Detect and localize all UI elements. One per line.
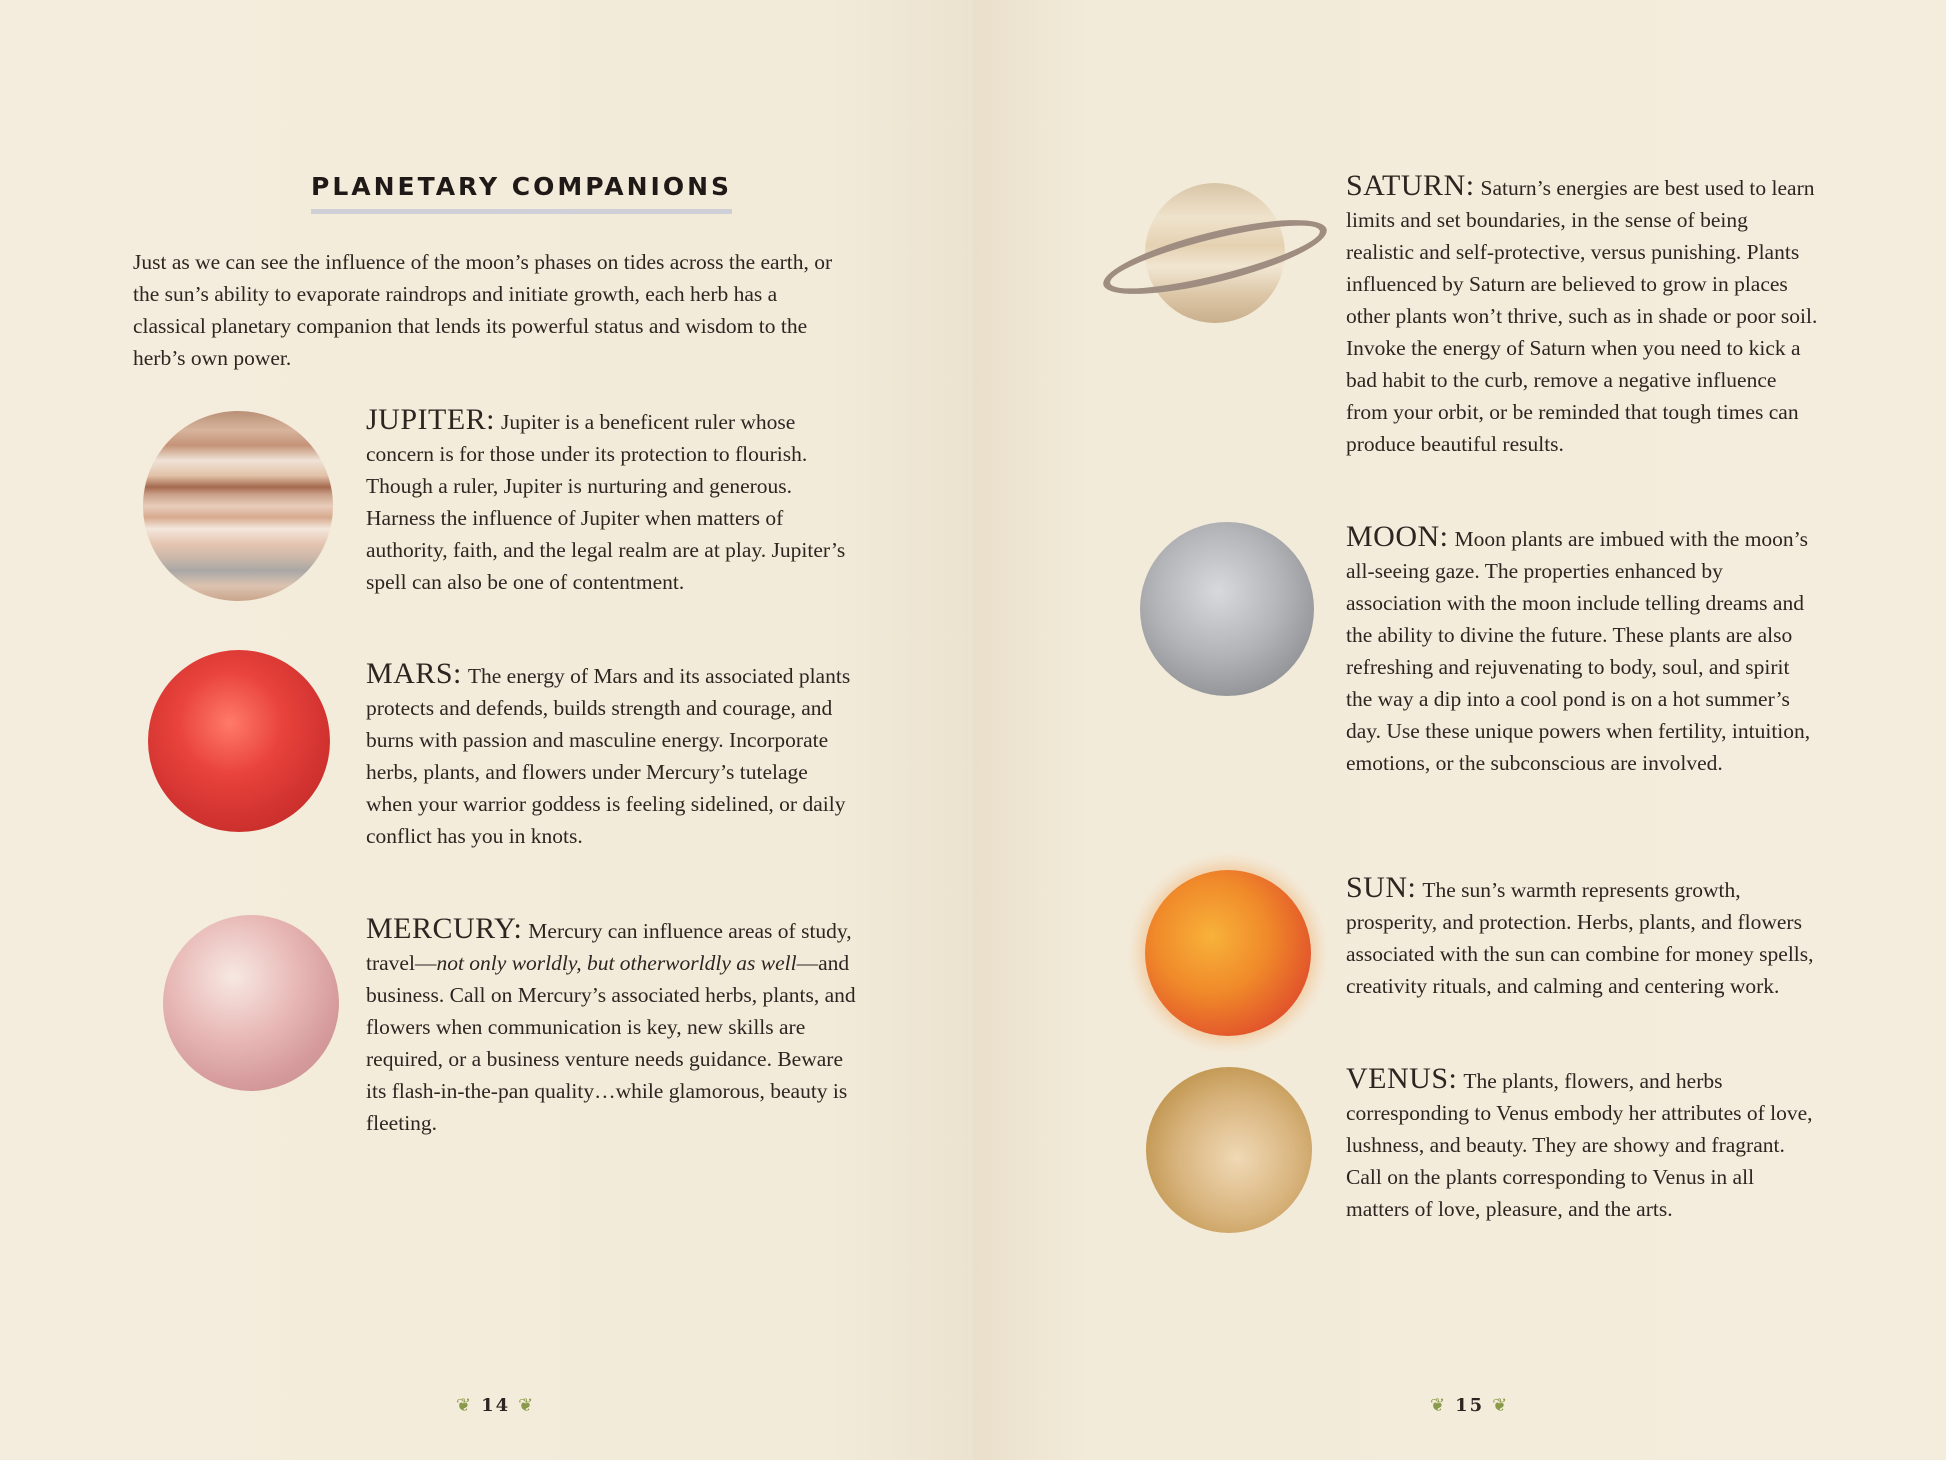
planet-name-mercury: MERCURY:	[366, 912, 523, 945]
page-number: 15	[1455, 1395, 1485, 1416]
sun-text: The sun’s warmth represents growth, prosperity, and protection. Herbs, plants, and flowers associated with the sun can combine for money spells, creativity rituals, and calming and centering work.	[1346, 878, 1814, 998]
moon-text: Moon plants are imbued with the moon’s all-seeing gaze. The properties enhanced by association with the moon include telling dreams and the ability to divine the future. These plants are also refreshing and rejuvenating to body, soul, and spirit the way a dip into a cool pond is on a hot summer’s day. Use these unique powers when fertility, intuition, emotions, or the subconscious are involved.	[1346, 527, 1811, 775]
venus-entry	[1346, 1063, 1818, 1225]
sprig-icon: ❦	[1430, 1395, 1448, 1416]
planet-name-saturn: SATURN:	[1346, 169, 1475, 202]
mars-illustration	[148, 650, 330, 832]
saturn-entry	[1346, 170, 1818, 460]
intro-paragraph: Just as we can see the influence of the moon’s phases on tides across the earth, or the sun’s ability to evaporate raindrops and initiate growth, each herb has a classical planetary companion that lends its powerful status and wisdom to the herb’s own power.	[133, 250, 833, 370]
saturn-illustration	[1100, 180, 1330, 330]
mercury-text-italic: not only worldly, but otherworldly as well	[436, 951, 797, 975]
venus-text: The plants, flowers, and herbs corresponding to Venus embody her attributes of love, lushness, and beauty. They are showy and fragrant. Call on the plants corresponding to Venus in all matters of love, pleasure, and the arts.	[1346, 1069, 1813, 1221]
mars-text: The energy of Mars and its associated plants protects and defends, builds strength and courage, and burns with passion and masculine energy. Incorporate herbs, plants, and flowers under Mercury’s tutelage when your warrior goddess is feeling sidelined, or daily conflict has you in knots.	[366, 664, 851, 848]
venus-illustration	[1146, 1067, 1312, 1233]
page-title: PLANETARY COMPANIONS	[311, 172, 732, 214]
sprig-icon: ❦	[518, 1395, 536, 1416]
mercury-illustration	[163, 915, 339, 1091]
page-number: 14	[481, 1395, 511, 1416]
mars-entry	[366, 658, 856, 852]
planet-name-mars: MARS:	[366, 657, 462, 690]
mercury-entry	[366, 913, 856, 1139]
sun-illustration	[1145, 870, 1311, 1036]
saturn-text: Saturn’s energies are best used to learn limits and set boundaries, in the sense of being realistic and self-protective, versus punishing. Plants influenced by Saturn are believed to grow in places other plants won’t thrive, such as in shade or poor soil. Invoke the energy of Saturn when you need to kick a bad habit to the curb, remove a negative influence from your orbit, or be reminded that tough times can produce beautiful results.	[1346, 176, 1818, 456]
jupiter-entry	[366, 404, 856, 598]
mercury-text-before: Mercury can influence areas of study, travel—	[366, 919, 852, 975]
planet-name-sun: SUN:	[1346, 871, 1417, 904]
sun-entry	[1346, 872, 1818, 1002]
sprig-icon: ❦	[1492, 1395, 1510, 1416]
sprig-icon: ❦	[456, 1395, 474, 1416]
page-number-left	[448, 1395, 543, 1416]
moon-entry	[1346, 521, 1818, 779]
planet-name-jupiter: JUPITER:	[366, 403, 496, 436]
mercury-text-after: —and business. Call on Mercury’s associated herbs, plants, and flowers when communication is key, new skills are required, or a business venture needs guidance. Beware its flash-in-the-pan quality…while glamorous, beauty is fleeting.	[366, 951, 856, 1135]
moon-illustration	[1140, 522, 1314, 696]
planet-name-moon: MOON:	[1346, 520, 1449, 553]
jupiter-text: Jupiter is a beneficent ruler whose concern is for those under its protection to flourish. Though a ruler, Jupiter is nurturing and generous. Harness the influence of Jupiter when matters of authority, faith, and the legal realm are at play. Jupiter’s spell can also be one of contentment.	[366, 410, 846, 594]
jupiter-illustration	[143, 411, 333, 601]
page-number-right	[1422, 1395, 1517, 1416]
planet-name-venus: VENUS:	[1346, 1062, 1458, 1095]
